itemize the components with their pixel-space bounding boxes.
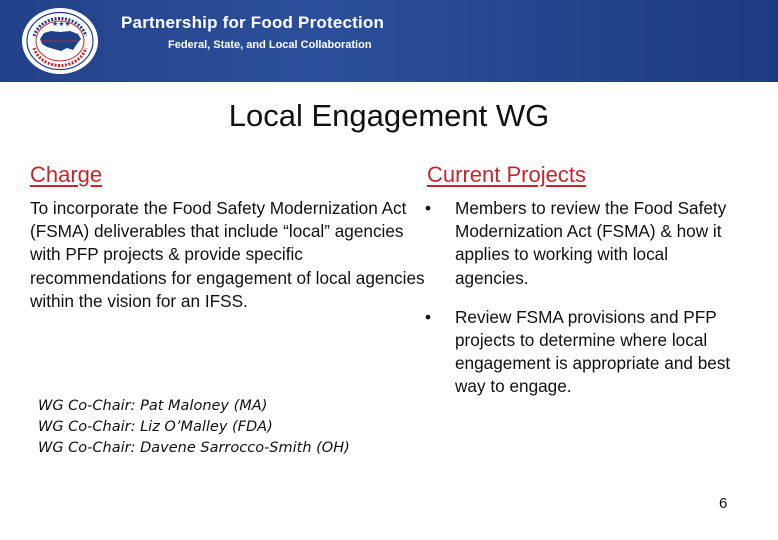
project-item-text: Members to review the Food Safety Modernization Act (FSMA) & how it applies to working with local agencies.	[455, 198, 727, 288]
project-item-1	[420, 197, 740, 290]
page-number: 6	[719, 495, 728, 512]
charge-text: To incorporate the Food Safety Modernization Act (FSMA) deliverables that include “local” agencies with PFP projects & provide specific recommendations for engagement of local agencies within the vision for an IFSS.	[30, 198, 425, 311]
charge-heading: Charge	[30, 162, 103, 187]
svg-text:★★★: ★★★	[52, 21, 71, 28]
pfp-seal-logo	[20, 6, 100, 76]
bullet-icon: •	[424, 306, 432, 327]
bullet-icon: •	[424, 198, 432, 218]
co-chair-list	[38, 396, 350, 459]
co-chair-3: WG Co-Chair: Davene Sarrocco-Smith (OH)	[38, 440, 350, 456]
projects-list	[420, 197, 740, 399]
project-item-text: Review FSMA provisions and PFP projects to determine where local engagement is appropriate and best way to engage.	[455, 306, 731, 397]
org-name: Partnership for Food Protection	[121, 13, 385, 32]
co-chair-2: WG Co-Chair: Liz O’Malley (FDA)	[38, 419, 273, 435]
co-chair-1: WG Co-Chair: Pat Maloney (MA)	[38, 398, 268, 414]
header-background	[0, 0, 778, 82]
project-item-2	[420, 306, 740, 399]
slide-title: Local Engagement WG	[228, 98, 550, 133]
current-projects-heading: Current Projects	[427, 162, 586, 187]
org-tagline: Federal, State, and Local Collaboration	[168, 39, 372, 51]
header-banner	[0, 0, 778, 82]
